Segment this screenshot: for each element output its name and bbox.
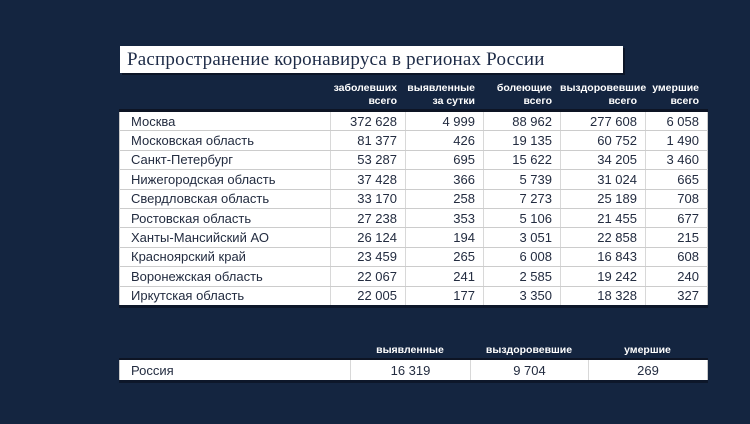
table-row [120, 208, 708, 227]
summary-header-recovered: выздоровевшие [485, 344, 573, 356]
value-cell: 23 459 [331, 247, 406, 266]
region-cell: Москва [120, 111, 331, 131]
value-cell: 81 377 [331, 131, 406, 150]
value-cell: 5 106 [484, 208, 561, 227]
value-cell: 372 628 [331, 111, 406, 131]
value-cell: 353 [406, 208, 484, 227]
title-banner [120, 46, 623, 73]
value-cell: 33 170 [331, 189, 406, 208]
region-cell: Воронежская область [120, 267, 331, 286]
value-cell: 677 [646, 208, 708, 227]
table-row [120, 111, 708, 131]
value-cell: 215 [646, 228, 708, 247]
column-header-new-daily: выявленные за сутки [407, 82, 475, 107]
value-cell: 5 739 [484, 170, 561, 189]
value-cell: 60 752 [561, 131, 646, 150]
value-cell: 53 287 [331, 150, 406, 169]
value-cell: 277 608 [561, 111, 646, 131]
value-cell: 3 051 [484, 228, 561, 247]
value-cell: 22 067 [331, 267, 406, 286]
value-cell: 3 350 [484, 286, 561, 305]
table-row [120, 286, 708, 305]
value-cell: 708 [646, 189, 708, 208]
value-cell: 19 242 [561, 267, 646, 286]
value-cell: 177 [406, 286, 484, 305]
page-title: Распространение коронавируса в регионах России [127, 48, 545, 70]
table-row [120, 189, 708, 208]
region-cell: Ростовская область [120, 208, 331, 227]
value-cell: 695 [406, 150, 484, 169]
value-cell: 15 622 [484, 150, 561, 169]
value-cell: 426 [406, 131, 484, 150]
table-row [120, 170, 708, 189]
value-cell: 269 [637, 362, 659, 378]
region-cell: Свердловская область [120, 189, 331, 208]
region-cell: Ханты-Мансийский АО [120, 228, 331, 247]
value-cell: 6 008 [484, 247, 561, 266]
summary-header-deaths: умершие [624, 344, 671, 356]
value-cell: 7 273 [484, 189, 561, 208]
column-header-spacer [119, 82, 330, 107]
value-cell: 18 328 [561, 286, 646, 305]
value-cell: 1 490 [646, 131, 708, 150]
value-cell: 258 [406, 189, 484, 208]
summary-header-detected: выявленные [376, 344, 444, 356]
value-cell: 608 [646, 247, 708, 266]
value-cell: 9 704 [471, 359, 589, 380]
value-cell: 37 428 [331, 170, 406, 189]
value-cell: 241 [406, 267, 484, 286]
column-header-deaths: умершие всего [652, 82, 699, 107]
region-cell: Московская область [120, 131, 331, 150]
value-cell: 27 238 [331, 208, 406, 227]
column-header-active: болеющие всего [496, 82, 552, 107]
region-cell: Санкт-Петербург [120, 150, 331, 169]
value-cell: 26 124 [331, 228, 406, 247]
column-header-recovered: выздоровевшие всего [560, 82, 647, 107]
table-row [120, 247, 708, 266]
main-table-column-headers [119, 82, 707, 107]
value-cell: 265 [406, 247, 484, 266]
region-cell: Красноярский край [120, 247, 331, 266]
summary-table-column-headers [119, 344, 707, 356]
value-cell: 16 843 [561, 247, 646, 266]
value-cell: 2 585 [484, 267, 561, 286]
regions-table [119, 109, 708, 305]
value-cell: 31 024 [561, 170, 646, 189]
region-cell: Россия [120, 359, 351, 380]
region-cell: Иркутская область [120, 286, 331, 305]
value-cell: 366 [406, 170, 484, 189]
table-row [120, 150, 708, 169]
value-cell: 327 [677, 288, 699, 304]
value-cell: 22 005 [331, 286, 406, 305]
value-cell: 6 058 [646, 111, 708, 131]
table-row [120, 228, 708, 247]
value-cell: 22 858 [561, 228, 646, 247]
value-cell: 21 455 [561, 208, 646, 227]
value-cell: 19 135 [484, 131, 561, 150]
value-cell: 194 [406, 228, 484, 247]
value-cell: 3 460 [646, 150, 708, 169]
value-cell: 4 999 [406, 111, 484, 131]
value-cell: 240 [646, 267, 708, 286]
russia-summary-table [119, 358, 708, 380]
table-row [120, 267, 708, 286]
column-header-infected-total: заболевших всего [333, 82, 397, 107]
value-cell: 34 205 [561, 150, 646, 169]
value-cell: 25 189 [561, 189, 646, 208]
value-cell: 16 319 [351, 359, 471, 380]
table-row [120, 131, 708, 150]
table-row [120, 359, 708, 380]
summary-header-spacer [119, 344, 350, 356]
region-cell: Нижегородская область [120, 170, 331, 189]
value-cell: 665 [646, 170, 708, 189]
value-cell: 88 962 [484, 111, 561, 131]
